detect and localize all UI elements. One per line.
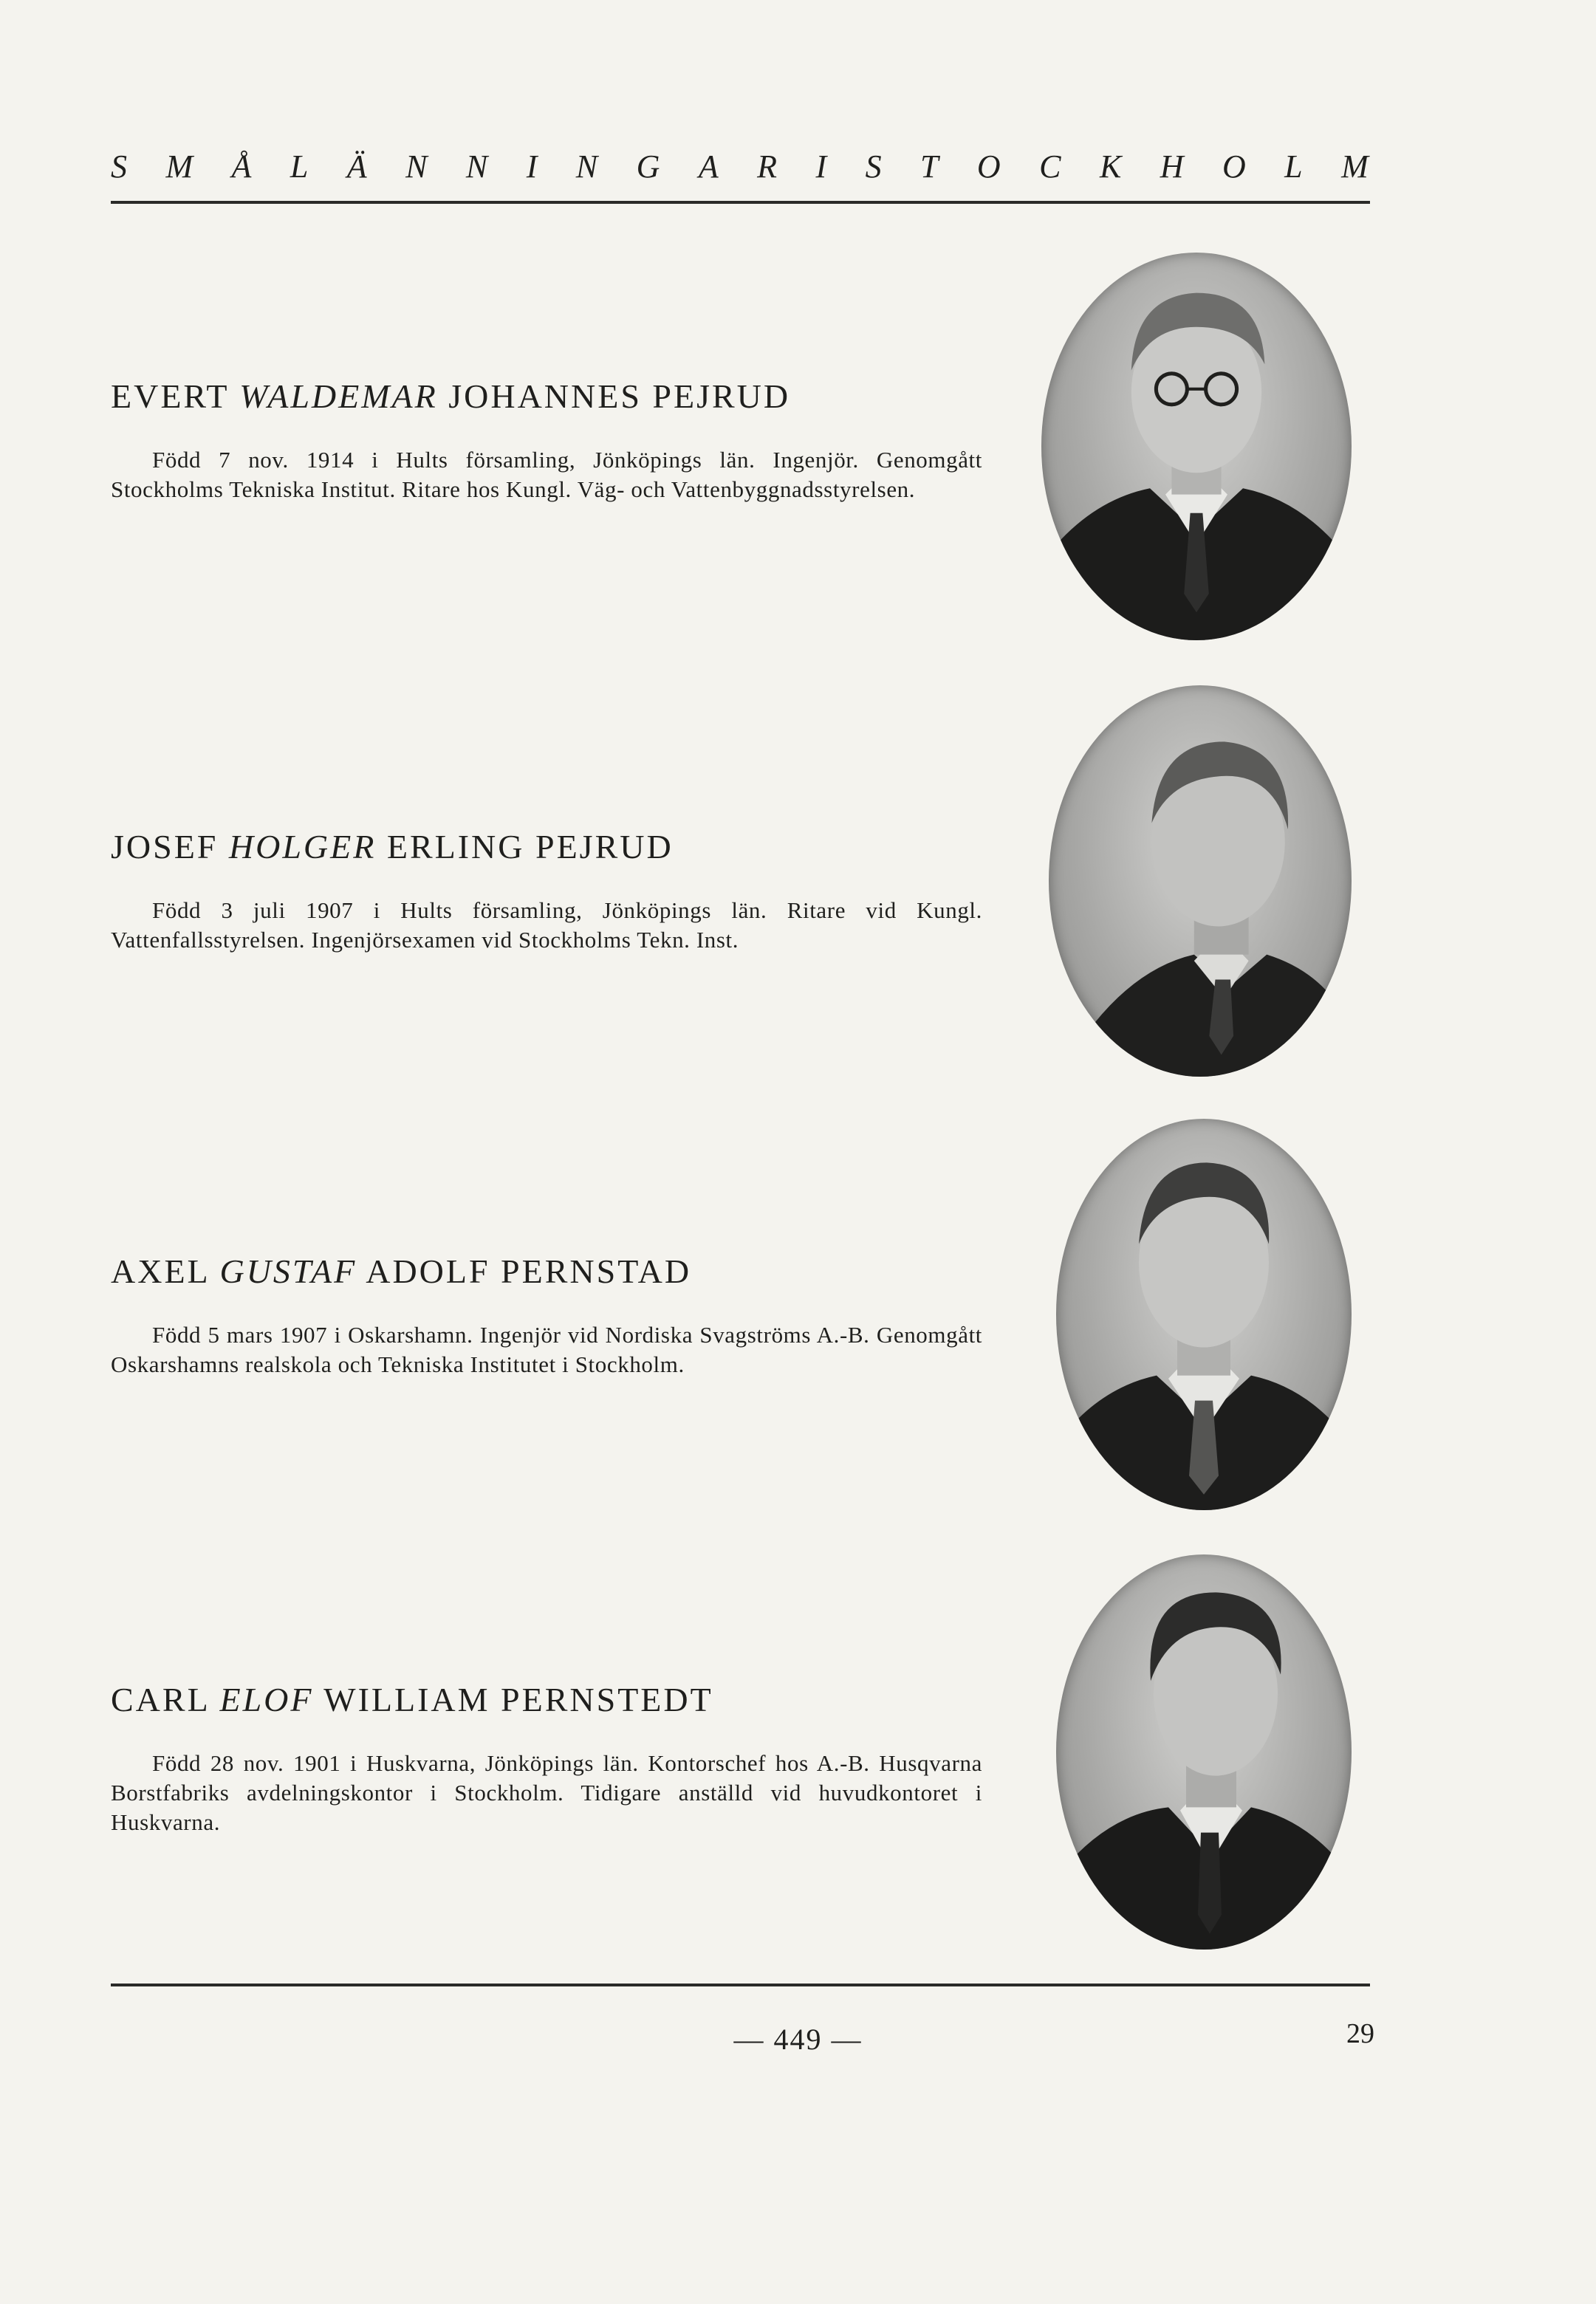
running-head-letter: I <box>526 148 539 185</box>
running-head-letter: A <box>698 148 720 185</box>
name-given: WALDEMAR <box>239 377 438 415</box>
portrait-figure <box>1049 685 1352 1077</box>
running-head-letter: S <box>865 148 883 185</box>
header-rule <box>111 201 1370 204</box>
name-first: EVERT <box>111 377 229 415</box>
running-head-letter: M <box>165 148 195 185</box>
entry-bio: Född 5 mars 1907 i Oskarshamn. Ingenjör vid Nordiska Svagströms A.-B. Genomgått Oskarshamns realskola och Tekniska Institutet i Stockholm. <box>111 1322 982 1377</box>
entry-bio: Född 3 juli 1907 i Hults församling, Jönköpings län. Ritare vid Kungl. Vattenfallsstyrelsen. Ingenjörsexamen vid Stockholms Tekn. Inst. <box>111 897 982 953</box>
entry-name <box>111 827 982 866</box>
running-head-letter: C <box>1039 148 1063 185</box>
portrait-photo <box>1056 1119 1352 1510</box>
running-head-letter: O <box>976 148 1002 185</box>
portrait-photo <box>1056 1554 1352 1950</box>
running-head-letter: L <box>1284 148 1304 185</box>
name-first: AXEL <box>111 1252 209 1290</box>
running-head-letter: Å <box>231 148 253 185</box>
entry-bio: Född 28 nov. 1901 i Huskvarna, Jönköpings län. Kontorschef hos A.-B. Husqvarna Borstfabriks avdelningskontor i Stockholm. Tidigare anställd vid huvudkontoret i Huskvarna. <box>111 1750 982 1835</box>
running-head-letter: M <box>1341 148 1370 185</box>
running-head-letter: N <box>405 148 429 185</box>
name-rest: ADOLF PERNSTAD <box>366 1252 692 1290</box>
portrait-photo <box>1041 253 1352 640</box>
name-first: CARL <box>111 1681 209 1718</box>
running-head-letter: N <box>465 148 490 185</box>
page-number: — 449 — <box>733 2023 863 2056</box>
running-head-letter: L <box>290 148 310 185</box>
running-head-letter: K <box>1099 148 1123 185</box>
portrait-figure <box>1041 253 1352 640</box>
running-head-letter: T <box>920 148 940 185</box>
name-rest: ERLING PEJRUD <box>386 828 674 865</box>
name-given: ELOF <box>219 1681 314 1718</box>
running-head-letter: S <box>111 148 129 185</box>
running-head <box>111 148 1370 185</box>
biography-entry <box>111 1680 982 1837</box>
name-first: JOSEF <box>111 828 219 865</box>
name-given: HOLGER <box>228 828 377 865</box>
name-rest: WILLIAM PERNSTEDT <box>323 1681 713 1718</box>
portrait-figure <box>1056 1554 1352 1950</box>
running-head-letter: H <box>1160 148 1185 185</box>
running-head-letter: G <box>636 148 662 185</box>
running-head-letter: Ä <box>346 148 369 185</box>
running-head-letter: I <box>815 148 829 185</box>
biography-entry <box>111 377 982 504</box>
entry-name <box>111 1252 982 1291</box>
entry-name <box>111 377 982 416</box>
name-given: GUSTAF <box>219 1252 357 1290</box>
entry-name <box>111 1680 982 1719</box>
footer-rule <box>111 1984 1370 1986</box>
biography-entry <box>111 1252 982 1379</box>
name-rest: JOHANNES PEJRUD <box>448 377 791 415</box>
biography-entry <box>111 827 982 955</box>
portrait-photo <box>1049 685 1352 1077</box>
running-head-letter: R <box>757 148 779 185</box>
running-head-letter: O <box>1222 148 1247 185</box>
sheet-number: 29 <box>1346 2018 1374 2049</box>
portrait-figure <box>1056 1119 1352 1510</box>
entry-bio: Född 7 nov. 1914 i Hults församling, Jönköpings län. Ingenjör. Genomgått Stockholms Tekniska Institut. Ritare hos Kungl. Väg- och Vattenbyggnadsstyrelsen. <box>111 447 982 502</box>
running-head-letter: N <box>575 148 600 185</box>
